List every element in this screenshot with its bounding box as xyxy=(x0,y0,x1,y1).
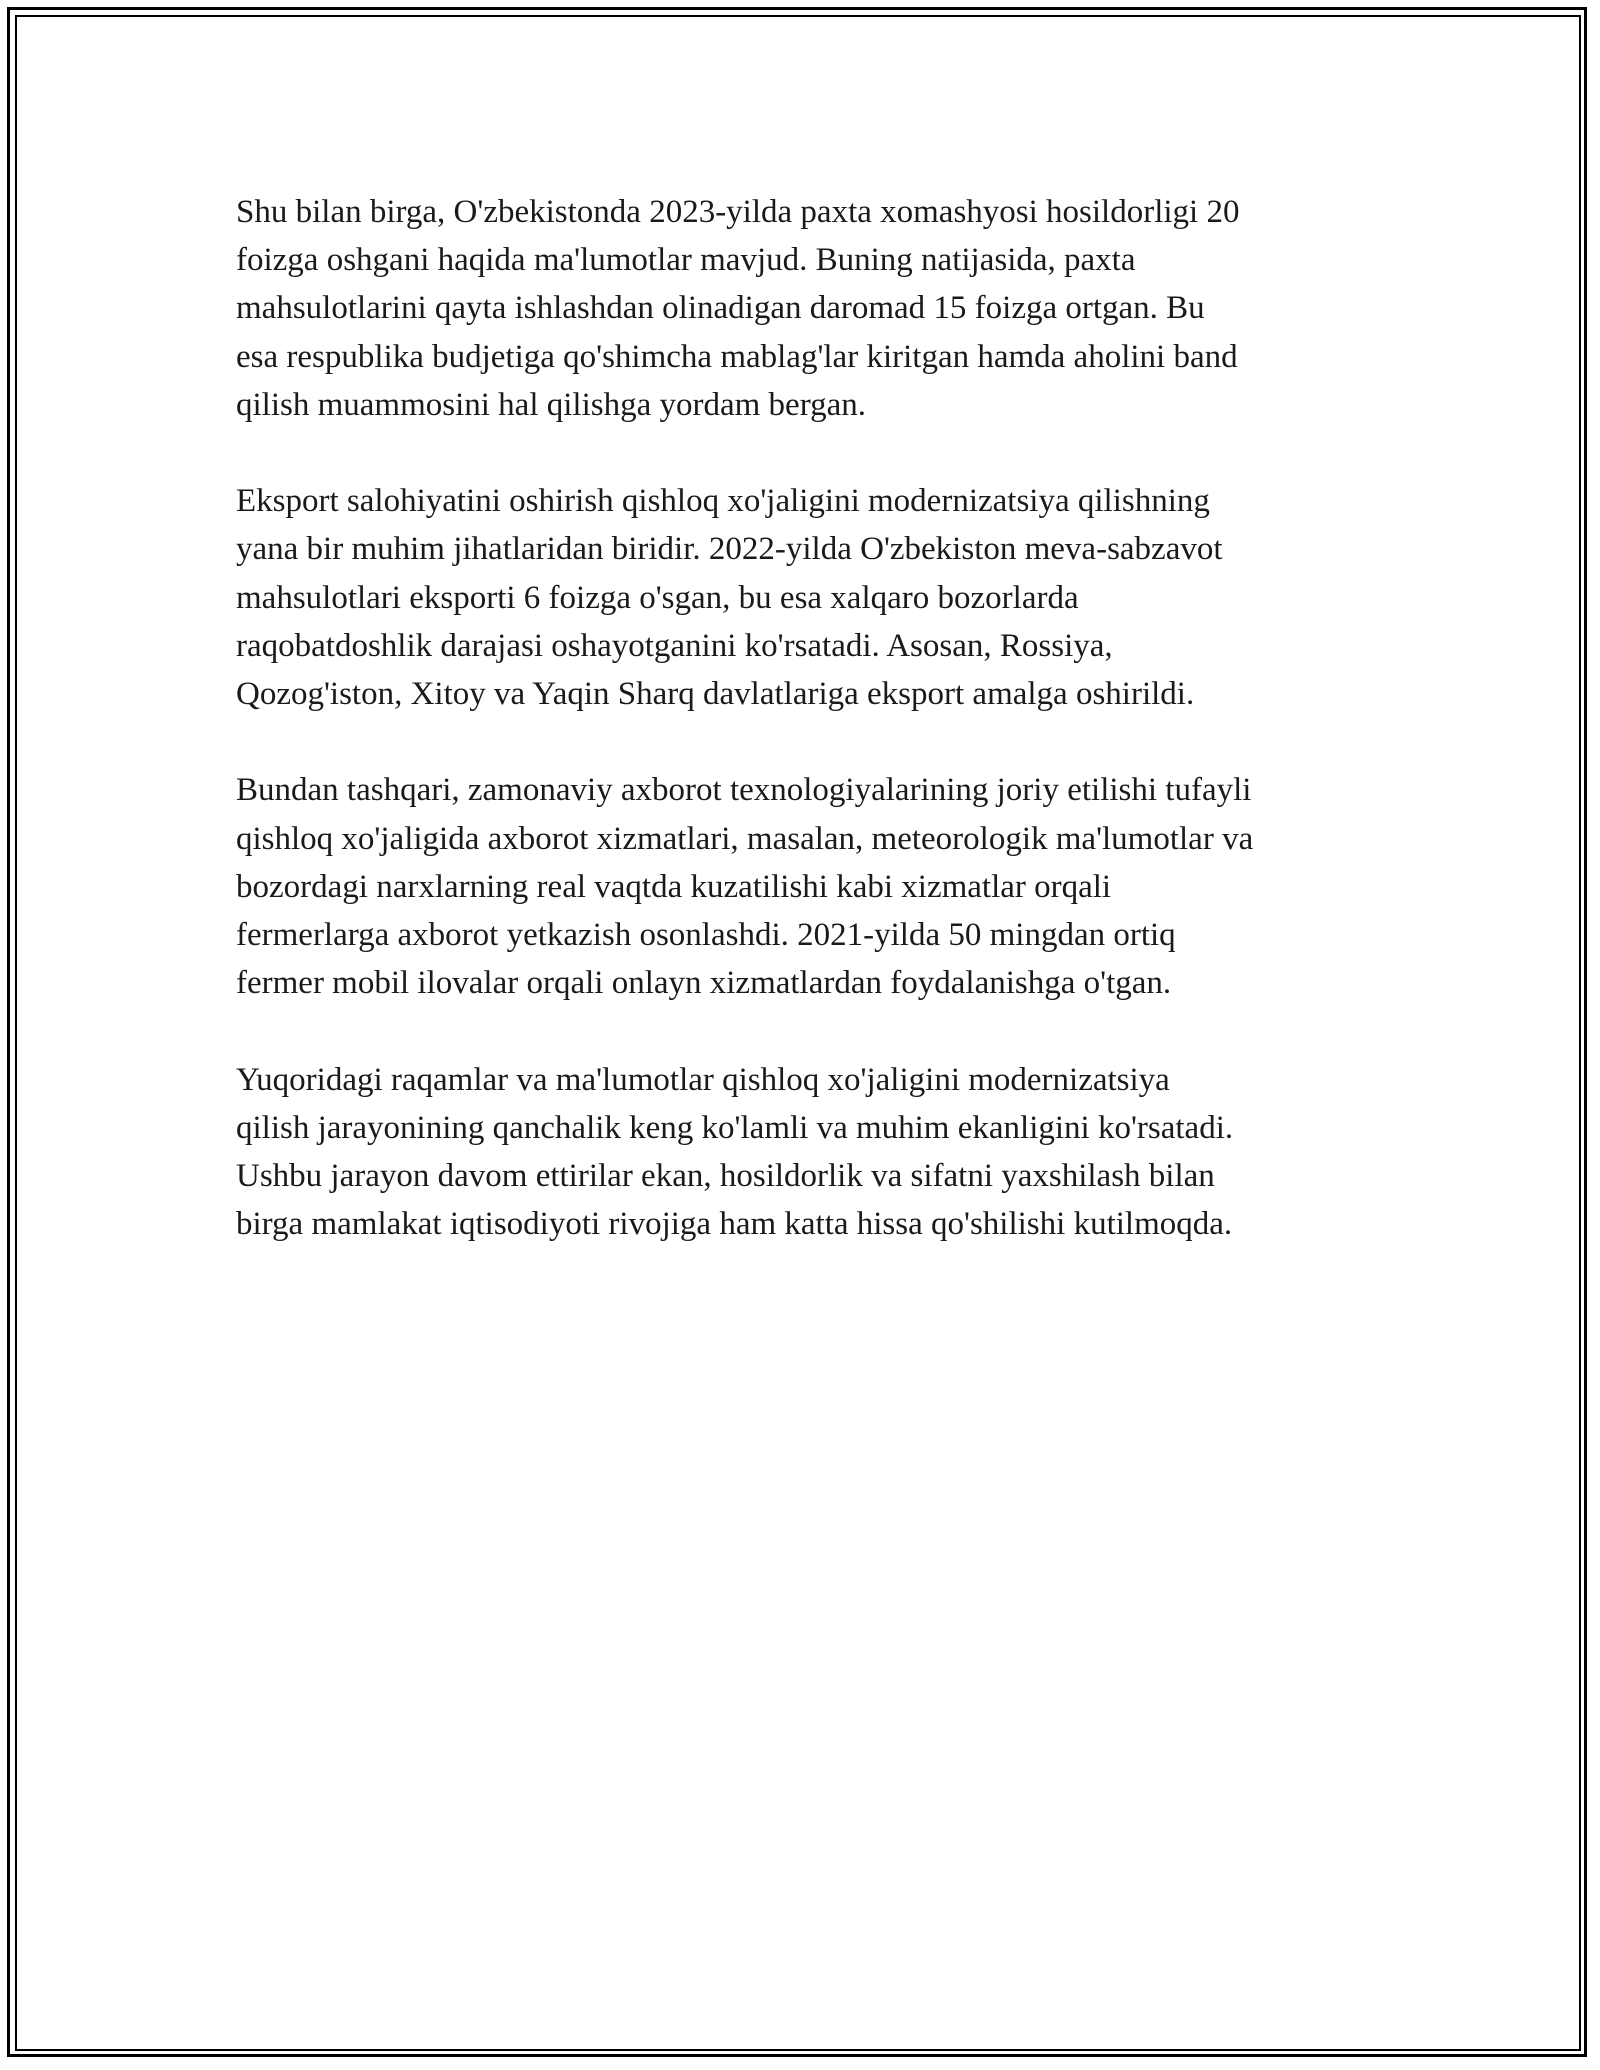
text-line: raqobatdoshlik darajasi oshayotganini ko'rsatadi. Asosan, Rossiya, xyxy=(236,627,1113,664)
text-line: yana bir muhim jihatlaridan biridir. 2022-yilda O'zbekiston meva-sabzavot xyxy=(236,531,1223,568)
text-line: Qozog'iston, Xitoy va Yaqin Sharq davlatlariga eksport amalga oshirildi. xyxy=(236,676,1195,713)
text-line: bozordagi narxlarning real vaqtda kuzatilishi kabi xizmatlar orqali xyxy=(236,868,1112,905)
text-line: fermerlarga axborot yetkazish osonlashdi. 2021-yilda 50 mingdan ortiq xyxy=(236,917,1176,954)
paragraph-export-potential xyxy=(236,477,1396,718)
text-line: qishloq xo'jaligida axborot xizmatlari, masalan, meteorologik ma'lumotlar va xyxy=(236,820,1254,857)
text-line: fermer mobil ilovalar orqali onlayn xizmatlardan foydalanishga o'tgan. xyxy=(236,965,1172,1002)
text-line: qilish jarayonining qanchalik keng ko'lamli va muhim ekanligini ko'rsatadi. xyxy=(236,1109,1234,1146)
text-line: Yuqoridagi raqamlar va ma'lumotlar qishloq xo'jaligini modernizatsiya xyxy=(236,1061,1170,1098)
text-line: Ushbu jarayon davom ettirilar ekan, hosildorlik va sifatni yaxshilash bilan xyxy=(236,1158,1215,1195)
text-line: Shu bilan birga, O'zbekistonda 2023-yilda paxta xomashyosi hosildorligi 20 xyxy=(236,194,1240,230)
text-line: Bundan tashqari, zamonaviy axborot texnologiyalarining joriy etilishi tufayli xyxy=(236,772,1252,809)
text-line: birga mamlakat iqtisodiyoti rivojiga ham katta hissa qo'shilishi kutilmoqda. xyxy=(236,1206,1233,1243)
document-body xyxy=(236,188,1396,1297)
text-line: mahsulotlarini qayta ishlashdan olinadigan daromad 15 foizga ortgan. Bu xyxy=(236,290,1205,327)
text-line: foizga oshgani haqida ma'lumotlar mavjud. Buning natijasida, paxta xyxy=(236,242,1136,279)
text-line: mahsulotlari eksporti 6 foizga o'sgan, bu esa xalqaro bozorlarda xyxy=(236,579,1079,616)
text-line: esa respublika budjetiga qo'shimcha mablag'lar kiritgan hamda aholini band xyxy=(236,338,1238,375)
text-line: qilish muammosini hal qilishga yordam bergan. xyxy=(236,386,866,423)
paragraph-information-technology xyxy=(236,766,1396,1007)
paragraph-conclusion xyxy=(236,1056,1396,1249)
text-line: Eksport salohiyatini oshirish qishloq xo'jaligini modernizatsiya qilishning xyxy=(236,483,1210,520)
paragraph-cotton-yield xyxy=(236,188,1396,429)
